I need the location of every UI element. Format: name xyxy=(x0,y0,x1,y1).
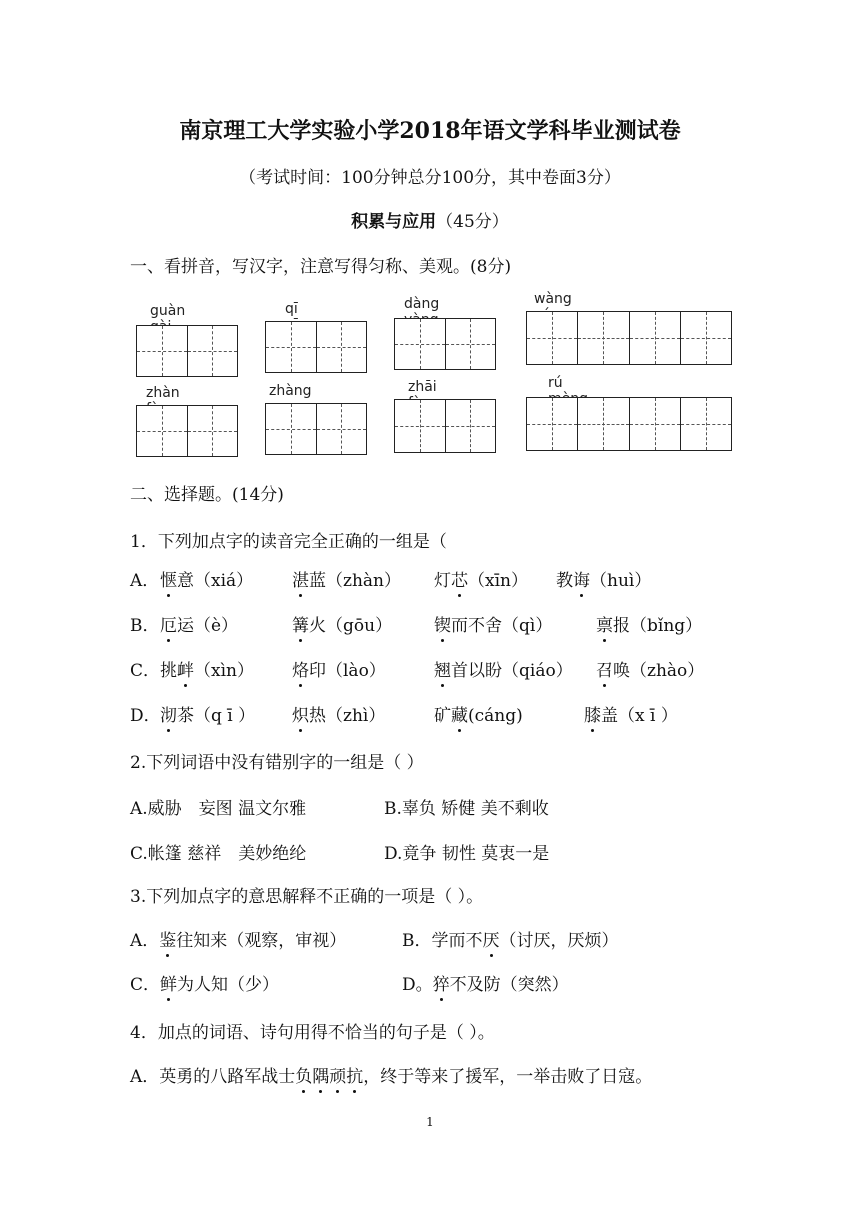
q2-stem: 2.下列词语中没有错别字的一组是（ ） xyxy=(130,753,424,773)
exam-subtitle: （考试时间：100分钟总分100分，其中卷面3分） xyxy=(239,168,621,188)
option-item: 禀报（bǐng） xyxy=(596,611,702,636)
option-item: 篝火（gōu） xyxy=(292,611,392,636)
pinyin-label: dàng xyxy=(404,296,440,312)
option-item: 膝盖（x ī ） xyxy=(584,701,678,726)
pinyin-label: wàng xyxy=(534,291,572,307)
q2-option-d: D.竟争 韧性 莫衷一是 xyxy=(384,844,550,864)
writing-box xyxy=(265,321,367,373)
q3-option-b: B．学而不厌（讨厌，厌烦） xyxy=(402,926,619,951)
q3-option-a: A．鉴往知来（观察，审视） xyxy=(130,926,346,951)
option-item: 矿藏(cáng) xyxy=(434,701,523,726)
option-item: 灯芯（xīn） xyxy=(434,566,528,591)
part2-heading: 二、选择题。(14分) xyxy=(130,485,284,505)
option-item: 沏茶（q ī ） xyxy=(160,701,255,726)
section-heading-score: （45分） xyxy=(436,212,509,232)
pinyin-label: zhàng xyxy=(269,383,312,399)
option-label: D． xyxy=(130,706,161,726)
option-item: 翘首以盼（qiáo） xyxy=(434,656,573,681)
writing-box xyxy=(526,397,732,451)
option-label: B． xyxy=(130,616,160,636)
option-item: 召唤（zhào） xyxy=(596,656,704,681)
option-item: 炽热（zhì） xyxy=(292,701,385,726)
q2-option-b: B.辜负 矫健 美不剩收 xyxy=(384,799,549,819)
q3-stem: 3.下列加点字的意思解释不正确的一项是（ ）。 xyxy=(130,887,484,907)
option-item: 挑衅（xìn） xyxy=(160,656,254,681)
option-label: A． xyxy=(130,571,160,591)
pinyin-writing-grid xyxy=(130,287,734,462)
pinyin-label: rú xyxy=(548,375,563,391)
writing-box xyxy=(136,405,238,457)
option-item: 教诲（huì） xyxy=(556,566,651,591)
writing-box xyxy=(265,403,367,455)
option-label: C． xyxy=(130,661,161,681)
page-number: 1 xyxy=(426,1115,434,1129)
option-item: 湛蓝（zhàn） xyxy=(292,566,401,591)
exam-title: 南京理工大学实验小学2018年语文学科毕业测试卷 xyxy=(179,118,681,144)
option-item: 厄运（è） xyxy=(160,611,238,636)
q2-option-a: A.威胁 妄图 温文尔雅 xyxy=(130,799,307,819)
option-item: 烙印（lào） xyxy=(292,656,386,681)
q1-stem: 1．下列加点字的读音完全正确的一组是（ xyxy=(130,532,447,552)
q2-option-c: C.帐篷 慈祥 美妙绝纶 xyxy=(130,844,307,864)
pinyin-label: zhàn xyxy=(146,385,180,401)
q4-stem: 4．加点的词语、诗句用得不恰当的句子是（ ）。 xyxy=(130,1023,495,1043)
writing-box xyxy=(136,325,238,377)
pinyin-label: guàn xyxy=(150,303,186,319)
pinyin-label: qī xyxy=(285,301,298,317)
option-item: 锲而不舍（qì） xyxy=(434,611,552,636)
writing-box xyxy=(394,399,496,453)
section-heading-main: 积累与应用 xyxy=(351,212,437,232)
pinyin-label: zhāi xyxy=(408,379,437,395)
q3-option-c: C．鲜为人知（少） xyxy=(130,970,279,995)
writing-box xyxy=(394,318,496,370)
writing-box xyxy=(526,311,732,365)
q4-option-a: A．英勇的八路军战士负隅顽抗，终于等来了援军，一举击败了日寇。 xyxy=(130,1062,652,1087)
q3-option-d: D。猝不及防（突然） xyxy=(402,970,569,995)
part1-heading: 一、看拼音，写汉字，注意写得匀称、美观。(8分) xyxy=(130,257,512,277)
option-item-text: 意（xiá） xyxy=(177,571,254,591)
section-heading xyxy=(0,207,860,232)
option-item: 惬意（xiá） xyxy=(160,566,253,591)
